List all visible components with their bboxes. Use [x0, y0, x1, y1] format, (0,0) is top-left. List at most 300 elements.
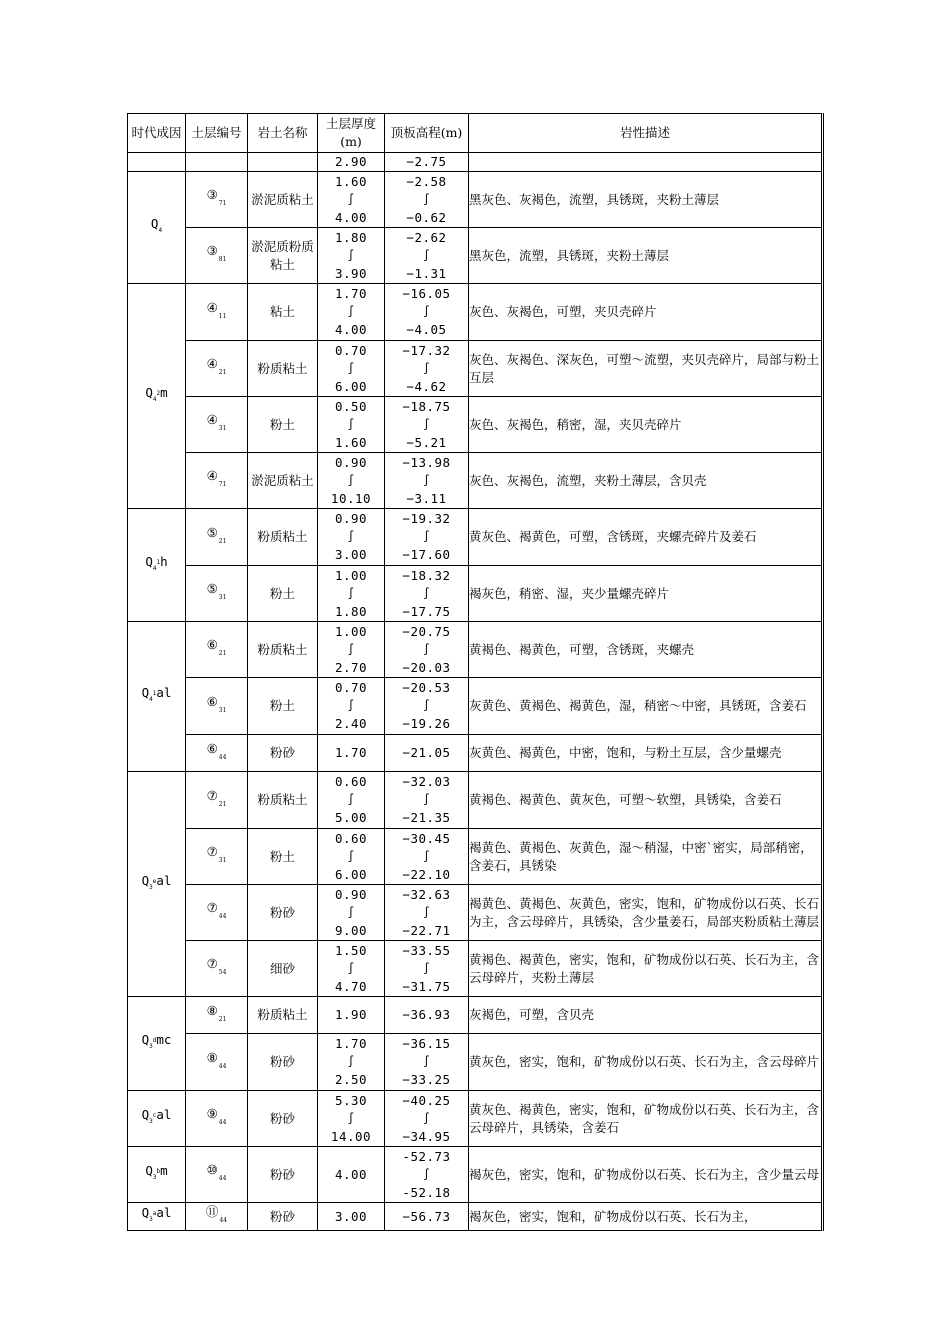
thickness-cell [318, 453, 385, 509]
thickness-cell [318, 228, 385, 284]
top-elevation-cell-range [385, 1092, 468, 1146]
range-start: −18.32 [402, 567, 451, 583]
description-cell: 黑灰色、灰褐色，流塑，具锈斑，夹粉土薄层 [469, 172, 823, 228]
range-end: −34.95 [402, 1128, 451, 1144]
range-end: 2.70 [334, 659, 368, 675]
layer-symbol: ⑩ [206, 1162, 218, 1177]
table-row [128, 772, 823, 829]
era-cell [128, 172, 186, 284]
thickness-cell-range [318, 830, 384, 884]
description-cell: 灰黄色、黄褐色、褐黄色，湿，稍密～中密，具锈斑，含姜石 [469, 678, 823, 735]
header-description: 岩性描述 [469, 114, 823, 153]
era-suffix: al [156, 872, 172, 888]
range-separator: ∫ [347, 305, 355, 318]
range-end: −0.62 [406, 209, 447, 225]
table-row [128, 284, 823, 341]
description-cell: 灰褐色，可塑，含贝壳 [469, 997, 823, 1034]
description-cell: 褐灰色，稍密、湿，夹少量螺壳碎片 [469, 566, 823, 622]
range-separator: ∫ [347, 248, 355, 262]
description-cell: 黄灰色、褐黄色，可塑，含锈斑，夹螺壳碎片及姜石 [469, 509, 823, 566]
layer-subscript: 44 [218, 1062, 227, 1070]
description-cell: 灰黄色、褐黄色，中密，饱和，与粉土互层，含少量螺壳 [469, 735, 823, 772]
layer-symbol: ④ [206, 468, 218, 483]
era-base: Q [145, 1163, 153, 1178]
top-elevation-cell [385, 622, 469, 678]
layer-symbol: ⑨ [206, 1106, 218, 1121]
era-cell [128, 1203, 186, 1231]
top-elevation-cell [385, 1034, 469, 1091]
era-subscript: 3 [149, 883, 153, 891]
stratigraphy-table [127, 113, 824, 1231]
soil-name-cell: 粉土 [248, 566, 318, 622]
description-cell: 灰色、灰褐色、深灰色，可塑～流塑，夹贝壳碎片，局部与粉土互层 [469, 341, 823, 397]
top-elevation-cell: −56.73 [385, 1203, 469, 1231]
era-cell [128, 772, 186, 997]
range-separator: ∫ [422, 1167, 431, 1181]
thickness-cell [318, 566, 385, 622]
layer-subscript: 81 [218, 256, 227, 263]
soil-name-cell: 粘土 [248, 284, 318, 341]
range-start: 0.90 [334, 511, 368, 526]
range-separator: ∫ [422, 417, 431, 431]
table-row [128, 228, 823, 284]
layer-symbol: ④ [206, 412, 218, 427]
layer-symbol: ④ [206, 356, 218, 371]
range-separator: ∫ [422, 361, 431, 375]
range-start: 0.50 [334, 398, 368, 414]
thickness-cell-range [318, 886, 384, 940]
description-cell: 灰色、灰褐色，稍密，湿，夹贝壳碎片 [469, 397, 823, 453]
era-suffix: al [156, 1205, 172, 1220]
range-separator: ∫ [347, 1111, 355, 1125]
range-separator: ∫ [347, 642, 355, 656]
table-row [128, 172, 823, 228]
table-row [128, 1034, 823, 1091]
layer-subscript: 71 [218, 481, 227, 488]
layer-no-cell [186, 1147, 248, 1203]
description-cell: 褐黄色、黄褐色、灰黄色，湿～稍湿，中密`密实，局部稍密，含姜石，具锈染 [469, 829, 823, 885]
thickness-cell [318, 1034, 385, 1091]
thickness-cell: 3.00 [318, 1203, 385, 1231]
top-elevation-cell-range [385, 342, 468, 396]
era-base: Q [145, 553, 153, 569]
range-separator: ∫ [347, 961, 355, 975]
range-separator: ∫ [422, 586, 431, 600]
layer-subscript: 21 [218, 1015, 227, 1023]
layer-subscript: 44 [219, 1217, 228, 1224]
layer-symbol: ⑤ [206, 524, 218, 540]
range-end: −21.35 [402, 810, 451, 825]
layer-symbol: ⑧ [206, 1049, 218, 1065]
range-separator: ∫ [347, 586, 355, 600]
range-start: −32.03 [402, 774, 451, 789]
era-cell [128, 997, 186, 1091]
range-end: 3.90 [334, 265, 368, 281]
table-row [128, 885, 823, 941]
range-end: 5.00 [334, 810, 368, 825]
top-elevation-cell: −21.05 [385, 735, 469, 772]
era-superscript: a [152, 1210, 157, 1217]
range-end: 4.00 [334, 322, 368, 337]
range-start: −18.75 [402, 398, 451, 414]
thickness-cell [318, 1091, 385, 1147]
range-separator: ∫ [422, 961, 431, 975]
range-end: 9.00 [334, 922, 368, 938]
layer-no-cell [186, 885, 248, 941]
layer-no-cell [186, 997, 248, 1034]
layer-no-cell [186, 153, 248, 172]
range-end: −4.62 [406, 378, 447, 394]
layer-no-cell [186, 284, 248, 341]
soil-name-cell: 淤泥质粉质粘土 [248, 228, 318, 284]
range-separator: ∫ [422, 473, 431, 487]
top-elevation-cell-range [385, 1035, 468, 1089]
era-suffix: h [160, 553, 168, 569]
range-end: −33.25 [402, 1072, 451, 1087]
thickness-cell-range [318, 510, 384, 564]
range-end: −19.26 [402, 716, 451, 731]
range-start: 0.60 [334, 774, 368, 789]
layer-no-cell [186, 622, 248, 678]
top-elevation-cell-range [385, 773, 468, 827]
thickness-cell-range [318, 1092, 384, 1146]
range-separator: ∫ [347, 417, 355, 431]
soil-name-cell: 粉砂 [248, 1203, 318, 1231]
era-cell [128, 153, 186, 172]
range-end: −4.05 [406, 322, 447, 337]
table-row [128, 829, 823, 885]
layer-subscript: 44 [218, 1175, 227, 1182]
range-separator: ∫ [347, 361, 355, 375]
top-elevation-cell [385, 678, 469, 735]
header-layer-no: 土层编号 [186, 114, 248, 153]
top-elevation-cell [385, 772, 469, 829]
range-start: −40.25 [402, 1092, 451, 1108]
soil-name-cell: 粉砂 [248, 1034, 318, 1091]
thickness-cell: 4.00 [318, 1147, 385, 1203]
layer-no-cell [186, 1203, 248, 1231]
thickness-cell [318, 678, 385, 735]
range-start: −33.55 [402, 942, 451, 958]
range-start: 1.70 [334, 1036, 368, 1051]
era-subscript: 4 [158, 227, 163, 234]
header-row [128, 114, 823, 153]
soil-name-cell: 粉质粘土 [248, 341, 318, 397]
layer-subscript: 44 [218, 1119, 227, 1126]
range-start: 1.60 [334, 173, 368, 189]
range-start: −20.53 [402, 680, 451, 695]
layer-symbol: ⑦ [206, 900, 218, 915]
era-suffix: mc [156, 1032, 172, 1047]
top-elevation-cell-range [385, 830, 468, 884]
era-superscript: b [156, 1168, 161, 1175]
era-superscript: 1 [152, 690, 157, 697]
range-end: 3.00 [334, 547, 368, 562]
soil-name-cell: 细砂 [248, 941, 318, 997]
thickness-cell-range [318, 623, 384, 677]
description-cell: 灰色、灰褐色，可塑，夹贝壳碎片 [469, 284, 823, 341]
description-cell: 黄褐色、褐黄色，密实，饱和，矿物成份以石英、长石为主，含云母碎片，夹粉土薄层 [469, 941, 823, 997]
era-base: Q [141, 685, 150, 700]
range-end: 4.70 [334, 978, 368, 994]
range-separator: ∫ [347, 530, 355, 543]
table-body [128, 153, 823, 1231]
description-cell: 灰色、灰褐色，流塑，夹粉土薄层，含贝壳 [469, 453, 823, 509]
range-end: −20.03 [402, 659, 451, 675]
layer-subscript: 44 [218, 913, 227, 920]
era-subscript: 4 [149, 696, 153, 703]
thickness-cell-range [318, 942, 384, 996]
thickness-cell-range [318, 567, 384, 621]
thickness-cell [318, 885, 385, 941]
range-separator: ∫ [422, 699, 431, 712]
soil-name-cell: 淤泥质粘土 [248, 453, 318, 509]
era-base: Q [141, 1205, 150, 1220]
top-elevation-cell-range [385, 510, 468, 564]
range-start: 1.50 [334, 942, 368, 958]
era-cell [128, 509, 186, 622]
range-start: 0.90 [334, 454, 368, 470]
top-elevation-cell [385, 453, 469, 509]
range-separator: ∫ [347, 849, 355, 863]
layer-no-cell [186, 829, 248, 885]
header-top-elevation: 顶板高程(m) [385, 114, 469, 153]
description-cell: 褐灰色，密实，饱和，矿物成份以石英、长石为主，含少量云母 [469, 1147, 823, 1203]
top-elevation-cell [385, 509, 469, 566]
range-separator: ∫ [422, 305, 431, 318]
top-elevation-cell [385, 941, 469, 997]
layer-no-cell [186, 772, 248, 829]
description-cell: 褐黄色、黄褐色、灰黄色，密实，饱和，矿物成份以石英、长石为主，含云母碎片，具锈染，含少量姜石，局部夹粉质粘土薄层 [469, 885, 823, 941]
range-start: −30.45 [402, 830, 451, 846]
top-elevation-cell [385, 1091, 469, 1147]
era-base: Q [141, 1032, 150, 1047]
range-start: −32.63 [402, 886, 451, 902]
table-row [128, 509, 823, 566]
description-cell: 黄褐色、褐黄色，可塑，含锈斑，夹螺壳 [469, 622, 823, 678]
description-cell: 黄灰色、褐黄色，密实，饱和，矿物成份以石英、长石为主，含云母碎片，具锈染，含姜石 [469, 1091, 823, 1147]
top-elevation-cell-range [385, 567, 468, 621]
era-subscript: 3 [149, 1043, 153, 1050]
layer-subscript: 31 [218, 425, 227, 432]
era-cell [128, 622, 186, 772]
thickness-cell [318, 284, 385, 341]
era-suffix: m [160, 384, 168, 400]
table-row [128, 622, 823, 678]
era-subscript: 4 [152, 395, 157, 403]
thickness-cell [318, 397, 385, 453]
thickness-cell-range [318, 454, 384, 508]
range-start: 1.00 [334, 567, 368, 583]
range-end: 10.10 [330, 490, 372, 506]
range-separator: ∫ [347, 699, 355, 712]
layer-symbol: ⑤ [206, 581, 218, 596]
range-separator: ∫ [422, 530, 431, 543]
range-end: 4.00 [334, 209, 368, 225]
top-elevation-cell-range [385, 679, 468, 733]
range-start: −13.98 [402, 454, 451, 470]
era-superscript: d [152, 1037, 157, 1044]
layer-no-cell [186, 566, 248, 622]
layer-subscript: 44 [218, 753, 227, 761]
table-row [128, 566, 823, 622]
layer-symbol: ⑦ [206, 956, 218, 971]
layer-symbol: ⑦ [206, 787, 218, 803]
range-end: −1.31 [406, 265, 447, 281]
range-separator: ∫ [347, 1055, 355, 1068]
thickness-cell [318, 829, 385, 885]
range-start: -52.73 [402, 1148, 451, 1164]
era-cell [128, 284, 186, 509]
range-start: −2.62 [406, 229, 447, 245]
thickness-cell: 1.90 [318, 997, 385, 1034]
range-start: 0.70 [334, 342, 368, 358]
era-base: Q [145, 384, 153, 400]
range-start: −16.05 [402, 286, 451, 301]
range-end: 1.80 [334, 603, 368, 619]
layer-symbol: ③ [206, 187, 218, 202]
layer-subscript: 21 [218, 650, 227, 657]
era-superscript: 1 [156, 558, 161, 566]
range-end: -52.18 [402, 1184, 451, 1200]
soil-name-cell: 粉土 [248, 397, 318, 453]
layer-symbol: ⑦ [206, 844, 218, 859]
top-elevation-cell-range [385, 886, 468, 940]
range-start: 0.60 [334, 830, 368, 846]
range-start: −17.32 [402, 342, 451, 358]
range-end: 6.00 [334, 866, 368, 882]
layer-no-cell [186, 735, 248, 772]
layer-symbol: ⑥ [206, 637, 218, 652]
top-elevation-cell-range [385, 623, 468, 677]
thickness-cell [318, 772, 385, 829]
thickness-cell-range [318, 773, 384, 827]
top-elevation-cell: −2.75 [385, 153, 469, 172]
top-elevation-cell [385, 284, 469, 341]
table-row [128, 1147, 823, 1203]
range-separator: ∫ [347, 905, 355, 919]
era-suffix: al [156, 1107, 172, 1122]
range-end: −5.21 [406, 434, 447, 450]
description-cell: 褐灰色，密实，饱和，矿物成份以石英、长石为主， [469, 1203, 823, 1231]
layer-subscript: 54 [218, 969, 227, 976]
range-separator: ∫ [422, 642, 431, 656]
stratigraphy-table-sheet [127, 113, 824, 1231]
top-elevation-cell-range [385, 1148, 468, 1202]
layer-no-cell [186, 172, 248, 228]
top-elevation-cell [385, 172, 469, 228]
layer-no-cell [186, 1091, 248, 1147]
range-end: −3.11 [406, 490, 447, 506]
layer-subscript: 31 [218, 706, 227, 714]
era-superscript: c [152, 1112, 157, 1119]
top-elevation-cell [385, 341, 469, 397]
layer-no-cell [186, 941, 248, 997]
era-superscript: e [152, 877, 157, 885]
thickness-cell-range [318, 1035, 384, 1089]
table-row [128, 735, 823, 772]
thickness-cell-range [318, 679, 384, 733]
range-separator: ∫ [422, 1055, 431, 1068]
era-subscript: 3 [149, 1216, 153, 1223]
range-separator: ∫ [422, 905, 431, 919]
range-end: 14.00 [330, 1128, 372, 1144]
layer-subscript: 71 [218, 200, 227, 207]
layer-no-cell [186, 1034, 248, 1091]
era-subscript: 3 [149, 1118, 153, 1125]
range-end: −22.71 [402, 922, 451, 938]
layer-no-cell [186, 397, 248, 453]
range-start: 1.80 [334, 229, 368, 245]
soil-name-cell: 淤泥质粘土 [248, 172, 318, 228]
layer-subscript: 31 [218, 857, 227, 864]
layer-no-cell [186, 228, 248, 284]
table-row [128, 153, 823, 172]
layer-no-cell [186, 453, 248, 509]
era-base: Q [141, 1107, 150, 1122]
top-elevation-cell-range [385, 398, 468, 452]
header-era: 时代成因 [128, 114, 186, 153]
table-row [128, 678, 823, 735]
era-cell [128, 1091, 186, 1147]
layer-subscript: 21 [218, 537, 227, 545]
soil-name-cell: 粉质粘土 [248, 997, 318, 1034]
thickness-cell [318, 941, 385, 997]
range-start: −19.32 [402, 511, 451, 526]
description-cell: 黑灰色，流塑，具锈斑，夹粉土薄层 [469, 228, 823, 284]
thickness-cell: 1.70 [318, 735, 385, 772]
thickness-cell [318, 341, 385, 397]
table-row [128, 941, 823, 997]
era-suffix: al [156, 685, 172, 700]
soil-name-cell: 粉砂 [248, 735, 318, 772]
soil-name-cell: 粉砂 [248, 885, 318, 941]
top-elevation-cell-range [385, 942, 468, 996]
header-thickness: 土层厚度(m) [318, 114, 385, 153]
range-start: −20.75 [402, 623, 451, 639]
range-separator: ∫ [422, 793, 431, 806]
top-elevation-cell-range [385, 229, 468, 283]
range-start: −2.58 [406, 173, 447, 189]
range-start: 1.00 [334, 623, 368, 639]
range-end: −17.60 [402, 547, 451, 562]
thickness-cell-range [318, 342, 384, 396]
description-cell [469, 153, 823, 172]
description-cell: 黄灰色，密实，饱和，矿物成份以石英、长石为主，含云母碎片 [469, 1034, 823, 1091]
range-start: −36.15 [402, 1036, 451, 1051]
top-elevation-cell-range [385, 285, 468, 339]
layer-subscript: 21 [218, 800, 227, 808]
thickness-cell [318, 509, 385, 566]
range-separator: ∫ [347, 793, 355, 806]
top-elevation-cell [385, 566, 469, 622]
thickness-cell-range [318, 229, 384, 283]
soil-name-cell: 粉土 [248, 678, 318, 735]
top-elevation-cell [385, 829, 469, 885]
soil-name-cell: 粉质粘土 [248, 622, 318, 678]
layer-symbol: ④ [206, 299, 218, 315]
soil-name-cell: 粉质粘土 [248, 509, 318, 566]
soil-name-cell: 粉质粘土 [248, 772, 318, 829]
layer-subscript: 11 [218, 312, 227, 320]
thickness-cell-range [318, 398, 384, 452]
era-superscript: 2 [156, 389, 161, 397]
layer-no-cell [186, 341, 248, 397]
era-suffix: m [160, 1163, 168, 1178]
header-soil-name: 岩土名称 [248, 114, 318, 153]
range-start: 0.90 [334, 886, 368, 902]
top-elevation-cell [385, 1147, 469, 1203]
